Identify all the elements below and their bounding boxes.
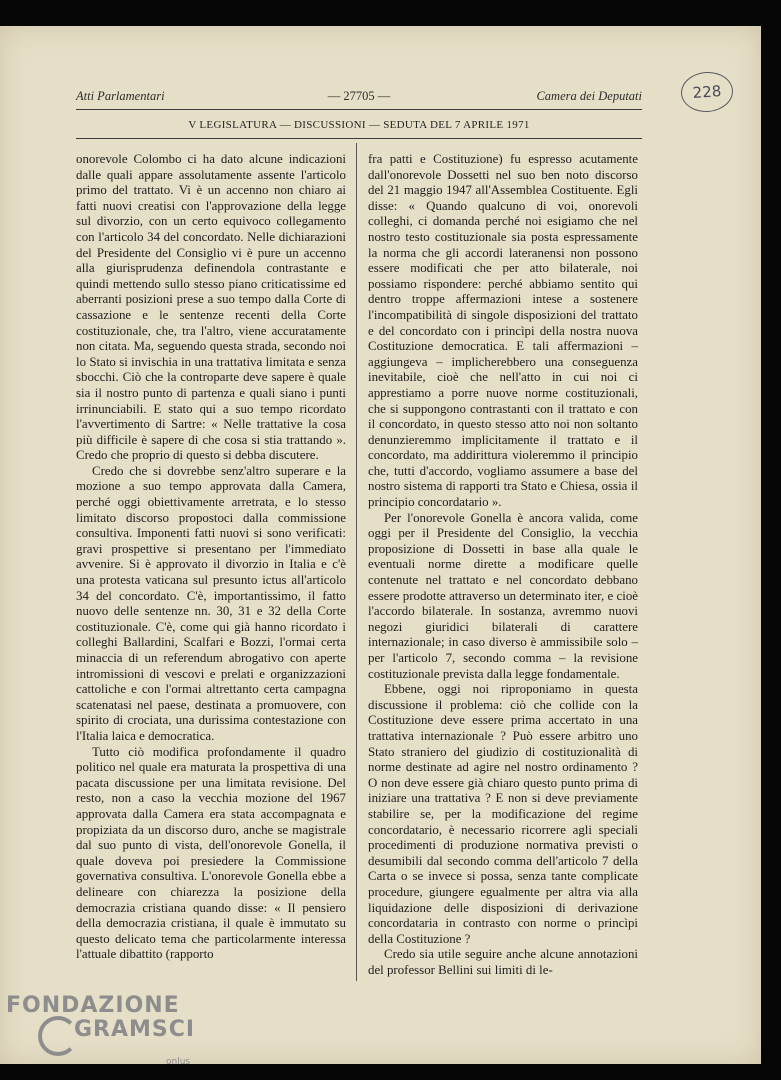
- header-page-number: — 27705 —: [327, 89, 391, 103]
- paragraph: Tutto ciò modifica profondamente il quadro politico nel quale era maturata la prospettiva di una pacata discussione per una limitata revisione. Del resto, non a caso la vecchia mozione del 1967 approvata dalla Camera era stata accompagnata e propiziata da un discorso duro, anche se magistrale dal suo punto di vista, dell'onorevole Gonella, il quale doveva poi presiedere la Commissione governativa consultiva. L'onorevole Gonella ebbe a delineare con chiarezza la posizione della democrazia cristiana quando disse: « Il pensiero della democrazia cristiana, il quale è immutato su questo delicato tema che particolarmente interessa l'attuale dibattito (rapporto: [76, 744, 346, 962]
- column-divider: [356, 143, 357, 981]
- fondazione-gramsci-watermark: [6, 993, 196, 1067]
- paragraph: fra patti e Costituzione) fu espresso acutamente dall'onorevole Dossetti nel suo ben noto discorso del 21 maggio 1947 all'Assemblea Costituente. Egli disse: « Quando qualcuno di voi, onorevoli colleghi, ci domanda perché noi esigiamo che nel nostro testo costituzionale sia posta espressamente la norma che gli accordi lateranensi non possono essere modificati che per atto bilaterale, noi possiamo rispondere: perché abbiamo sentito qui dentro troppe affermazioni intese a sostenere l'incompatibilità di singole disposizioni del trattato e del concordato con i princìpi della nostra nuova Costituzione democratica. E tali affermazioni – aggiungeva – implicherebbero una conseguenza inevitabile, cioè che nell'atto in cui noi ci apprestiamo a porre nuove norme costituzionali, che si suppongono contrastanti con il trattato e con il concordato, in questo stesso atto noi non soltanto denunzieremmo implicitamente il trattato e il concordato, ma addirittura violeremmo il principio che, tutti d'accordo, vogliamo assumere a base del nostro sistema di rapporti tra Stato e Chiesa, ossia il principio concordatario ».: [368, 152, 638, 510]
- stamp-number: 228: [692, 82, 722, 102]
- header-left: Atti Parlamentari: [76, 89, 165, 103]
- paragraph: Credo sia utile seguire anche alcune annotazioni del professor Bellini sui limiti di le-: [368, 947, 638, 977]
- watermark-line1: FONDAZIONE: [6, 993, 180, 1018]
- session-line: V LEGISLATURA — DISCUSSIONI — SEDUTA DEL 7 APRILE 1971: [188, 119, 530, 131]
- watermark-suffix: onlus: [166, 1057, 191, 1067]
- header-rule-bottom: [76, 138, 642, 139]
- paragraph: onorevole Colombo ci ha dato alcune indicazioni dalle quali appare assolutamente assente l'articolo primo del trattato. Vi è un accenno non chiaro ai fatti nuovi creatisi con l'approvazione della legge sul divorzio, con un certo equivoco collegamento con l'articolo 34 del concordato. Nelle dichiarazioni del Presidente del Consiglio vi è pure un accenno alla giurisprudenza definendola contrastante e quindi mettendo sullo stesso piano criticatissime ed aberranti posizioni prese a suo tempo dalla Corte di cassazione e le sentenze recenti della Corte costituzionale, che, tra l'altro, viene accuratamente non citata. Ma, seguendo questa strada, secondo noi lo Stato si invischia in una trattativa limitata e senza sbocchi. Ciò che la controparte deve sapere è quale sia il nostro punto di partenza e quali siano i punti irrinunciabili. E stato qui a suo tempo ricordato l'avvertimento di Sartre: « Nelle trattative la cosa più difficile è sapere di che cosa si stia trattando ». Credo che proprio di questo si debba discutere.: [76, 152, 346, 463]
- running-header: [76, 89, 642, 105]
- left-column: [76, 152, 346, 963]
- page-number-stamp: [680, 70, 735, 114]
- header-rule-top: [76, 109, 642, 110]
- watermark-logo-icon: [38, 1016, 78, 1056]
- header-right: Camera dei Deputati: [536, 89, 642, 103]
- paragraph: Credo che si dovrebbe senz'altro superare e la mozione a suo tempo approvata dalla Camera, perché oggi obiettivamente arretrata, e lo stesso limitato discorso propostoci dalla commissione consultiva. Imponenti fatti nuovi si sono verificati: gravi prospettive si presentano per l'immediato avvenire. Si è approvato il divorzio in Italia e c'è una protesta vaticana sul presunto ictus all'articolo 34 del concordato. C'è, importantissimo, il fatto nuovo delle sentenze nn. 30, 31 e 32 della Corte costituzionale. C'è, come qui già hanno ricordato i colleghi Ballardini, Scalfari e Bozzi, l'ormai certa minaccia di un referendum abrogativo con aperte intromissioni di vescovi e prelati e organizzazioni cattoliche e con l'ormai altrettanto certa campagna scatenatasi nel paese, destinata a promuovere, con spirito di crociata, una durissima contestazione con l'Italia laica e democratica.: [76, 463, 346, 743]
- right-column: [368, 152, 638, 978]
- paragraph: Ebbene, oggi noi riproponiamo in questa discussione il problema: ciò che collide con la Costituzione deve essere prima accertato in una trattativa internazionale ? Può essere arbitro uno Stato straniero del giudizio di costituzionalità di norme destinate ad agire nel nostro ordinamento ? O non deve essere già chiaro questo punto prima di iniziare una trattativa ? E non si deve previamente stabilire se, per la modificazione del regime concordatario, è necessario ricorrere agli speciali procedimenti di produzione normativa previsti o desumibili dal secondo comma dell'articolo 7 della Carta o se invece si possa, senza tante complicate procedure, giungere egualmente per altra via alla liquidazione delle disposizioni di derivazione concordataria in contrasto con norme o princìpi della Costituzione ?: [368, 682, 638, 946]
- watermark-line2: GRAMSCI: [74, 1017, 196, 1042]
- paragraph: Per l'onorevole Gonella è ancora valida, come oggi per il Presidente del Consiglio, la vecchia proposizione di Dossetti in base alla quale le eventuali norme dirette a modificare quelle contenute nel trattato e nel concordato debbano essere prodotte attraverso un determinato iter, e cioè l'accordo bilaterale. In sostanza, avremmo nuovi negozi giuridici bilaterali di carattere internazionale; in caso diverso è ammissibile solo – per l'articolo 7, secondo comma – la revisione costituzionale prevista dalla legge fondamentale.: [368, 510, 638, 681]
